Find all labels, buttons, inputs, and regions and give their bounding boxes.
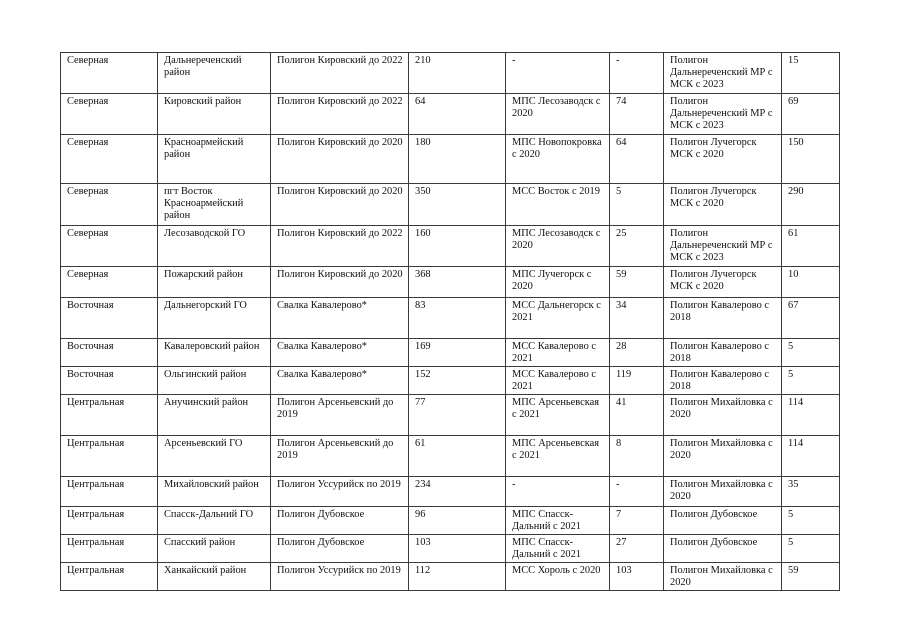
target-site-cell: Полигон Дубовское <box>664 507 782 535</box>
transfer-station-cell: МСС Хороль с 2020 <box>506 563 610 591</box>
target-site-cell: Полигон Дальнереченский МР с МСК с 2023 <box>664 94 782 135</box>
volume-transfer-cell: - <box>610 477 664 507</box>
volume-current-cell: 64 <box>409 94 506 135</box>
volume-target-cell: 67 <box>782 298 840 339</box>
volume-target-cell: 35 <box>782 477 840 507</box>
current-site-cell: Полигон Дубовское <box>271 535 409 563</box>
table-row <box>61 135 840 184</box>
zone-cell: Северная <box>61 267 158 298</box>
target-site-cell: Полигон Лучегорск МСК с 2020 <box>664 135 782 184</box>
volume-current-cell: 103 <box>409 535 506 563</box>
transfer-station-cell: - <box>506 53 610 94</box>
volume-current-cell: 83 <box>409 298 506 339</box>
table-row <box>61 267 840 298</box>
target-site-cell: Полигон Михайловка с 2020 <box>664 563 782 591</box>
transfer-station-cell: МПС Арсеньевская с 2021 <box>506 395 610 436</box>
volume-target-cell: 5 <box>782 339 840 367</box>
volume-transfer-cell: 119 <box>610 367 664 395</box>
volume-transfer-cell: 28 <box>610 339 664 367</box>
volume-target-cell: 69 <box>782 94 840 135</box>
transfer-station-cell: МПС Новопокровка с 2020 <box>506 135 610 184</box>
current-site-cell: Свалка Кавалерово* <box>271 339 409 367</box>
target-site-cell: Полигон Дальнереченский МР с МСК с 2023 <box>664 53 782 94</box>
target-site-cell: Полигон Михайловка с 2020 <box>664 436 782 477</box>
transfer-station-cell: МПС Арсеньевская с 2021 <box>506 436 610 477</box>
volume-current-cell: 61 <box>409 436 506 477</box>
area-cell: Спасский район <box>158 535 271 563</box>
volume-target-cell: 114 <box>782 395 840 436</box>
volume-transfer-cell: 64 <box>610 135 664 184</box>
zone-cell: Восточная <box>61 367 158 395</box>
current-site-cell: Свалка Кавалерово* <box>271 298 409 339</box>
transfer-station-cell: МПС Спасск-Дальний с 2021 <box>506 507 610 535</box>
transfer-station-cell: МСС Дальнегорск с 2021 <box>506 298 610 339</box>
volume-transfer-cell: 59 <box>610 267 664 298</box>
table-row <box>61 563 840 591</box>
current-site-cell: Свалка Кавалерово* <box>271 367 409 395</box>
volume-transfer-cell: 25 <box>610 226 664 267</box>
table-row <box>61 507 840 535</box>
area-cell: Дальнегорский ГО <box>158 298 271 339</box>
zone-cell: Центральная <box>61 436 158 477</box>
transfer-station-cell: - <box>506 477 610 507</box>
zone-cell: Центральная <box>61 563 158 591</box>
area-cell: Ольгинский район <box>158 367 271 395</box>
current-site-cell: Полигон Кировский до 2020 <box>271 267 409 298</box>
transfer-station-cell: МПС Лесозаводск с 2020 <box>506 94 610 135</box>
volume-current-cell: 160 <box>409 226 506 267</box>
area-cell: Ханкайский район <box>158 563 271 591</box>
table-row <box>61 94 840 135</box>
volume-current-cell: 112 <box>409 563 506 591</box>
transfer-station-cell: МСС Кавалерово с 2021 <box>506 367 610 395</box>
target-site-cell: Полигон Кавалерово с 2018 <box>664 339 782 367</box>
current-site-cell: Полигон Арсеньевский до 2019 <box>271 395 409 436</box>
zone-cell: Северная <box>61 94 158 135</box>
area-cell: Михайловский район <box>158 477 271 507</box>
volume-current-cell: 169 <box>409 339 506 367</box>
zone-cell: Центральная <box>61 477 158 507</box>
volume-transfer-cell: 74 <box>610 94 664 135</box>
area-cell: Арсеньевский ГО <box>158 436 271 477</box>
volume-current-cell: 350 <box>409 184 506 226</box>
current-site-cell: Полигон Арсеньевский до 2019 <box>271 436 409 477</box>
area-cell: Красноармейский район <box>158 135 271 184</box>
current-site-cell: Полигон Кировский до 2020 <box>271 184 409 226</box>
volume-target-cell: 15 <box>782 53 840 94</box>
volume-current-cell: 96 <box>409 507 506 535</box>
volume-transfer-cell: - <box>610 53 664 94</box>
volume-target-cell: 5 <box>782 367 840 395</box>
target-site-cell: Полигон Лучегорск МСК с 2020 <box>664 184 782 226</box>
current-site-cell: Полигон Кировский до 2022 <box>271 53 409 94</box>
volume-target-cell: 5 <box>782 535 840 563</box>
target-site-cell: Полигон Кавалерово с 2018 <box>664 298 782 339</box>
zone-cell: Северная <box>61 135 158 184</box>
zone-cell: Восточная <box>61 298 158 339</box>
transfer-station-cell: МПС Спасск-Дальний с 2021 <box>506 535 610 563</box>
zone-cell: Северная <box>61 226 158 267</box>
volume-transfer-cell: 41 <box>610 395 664 436</box>
table-row <box>61 367 840 395</box>
volume-current-cell: 77 <box>409 395 506 436</box>
current-site-cell: Полигон Уссурийск по 2019 <box>271 563 409 591</box>
zone-cell: Восточная <box>61 339 158 367</box>
area-cell: Лесозаводской ГО <box>158 226 271 267</box>
target-site-cell: Полигон Михайловка с 2020 <box>664 477 782 507</box>
volume-target-cell: 150 <box>782 135 840 184</box>
table-row <box>61 477 840 507</box>
volume-current-cell: 210 <box>409 53 506 94</box>
area-cell: Пожарский район <box>158 267 271 298</box>
waste-routing-table <box>60 52 840 591</box>
zone-cell: Центральная <box>61 395 158 436</box>
volume-current-cell: 234 <box>409 477 506 507</box>
table-row <box>61 535 840 563</box>
volume-transfer-cell: 8 <box>610 436 664 477</box>
table-row <box>61 226 840 267</box>
volume-transfer-cell: 7 <box>610 507 664 535</box>
current-site-cell: Полигон Кировский до 2022 <box>271 226 409 267</box>
zone-cell: Центральная <box>61 535 158 563</box>
transfer-station-cell: МСС Кавалерово с 2021 <box>506 339 610 367</box>
current-site-cell: Полигон Дубовское <box>271 507 409 535</box>
area-cell: Кавалеровский район <box>158 339 271 367</box>
zone-cell: Северная <box>61 53 158 94</box>
volume-target-cell: 5 <box>782 507 840 535</box>
volume-transfer-cell: 34 <box>610 298 664 339</box>
area-cell: Спасск-Дальний ГО <box>158 507 271 535</box>
table-body <box>61 53 840 591</box>
table-row <box>61 395 840 436</box>
volume-target-cell: 61 <box>782 226 840 267</box>
table-row <box>61 339 840 367</box>
volume-target-cell: 114 <box>782 436 840 477</box>
target-site-cell: Полигон Михайловка с 2020 <box>664 395 782 436</box>
table-row <box>61 298 840 339</box>
zone-cell: Центральная <box>61 507 158 535</box>
target-site-cell: Полигон Дальнереченский МР с МСК с 2023 <box>664 226 782 267</box>
volume-current-cell: 368 <box>409 267 506 298</box>
current-site-cell: Полигон Кировский до 2022 <box>271 94 409 135</box>
volume-target-cell: 10 <box>782 267 840 298</box>
volume-transfer-cell: 103 <box>610 563 664 591</box>
volume-current-cell: 180 <box>409 135 506 184</box>
current-site-cell: Полигон Уссурийск по 2019 <box>271 477 409 507</box>
area-cell: Кировский район <box>158 94 271 135</box>
target-site-cell: Полигон Дубовское <box>664 535 782 563</box>
volume-target-cell: 290 <box>782 184 840 226</box>
zone-cell: Северная <box>61 184 158 226</box>
table-row <box>61 184 840 226</box>
transfer-station-cell: МПС Лесозаводск с 2020 <box>506 226 610 267</box>
volume-transfer-cell: 27 <box>610 535 664 563</box>
transfer-station-cell: МПС Лучегорск с 2020 <box>506 267 610 298</box>
volume-transfer-cell: 5 <box>610 184 664 226</box>
area-cell: пгт Восток Красноармейский район <box>158 184 271 226</box>
area-cell: Дальнереченский район <box>158 53 271 94</box>
volume-current-cell: 152 <box>409 367 506 395</box>
transfer-station-cell: МСС Восток с 2019 <box>506 184 610 226</box>
target-site-cell: Полигон Кавалерово с 2018 <box>664 367 782 395</box>
current-site-cell: Полигон Кировский до 2020 <box>271 135 409 184</box>
target-site-cell: Полигон Лучегорск МСК с 2020 <box>664 267 782 298</box>
volume-target-cell: 59 <box>782 563 840 591</box>
table-row <box>61 436 840 477</box>
area-cell: Анучинский район <box>158 395 271 436</box>
table-row <box>61 53 840 94</box>
